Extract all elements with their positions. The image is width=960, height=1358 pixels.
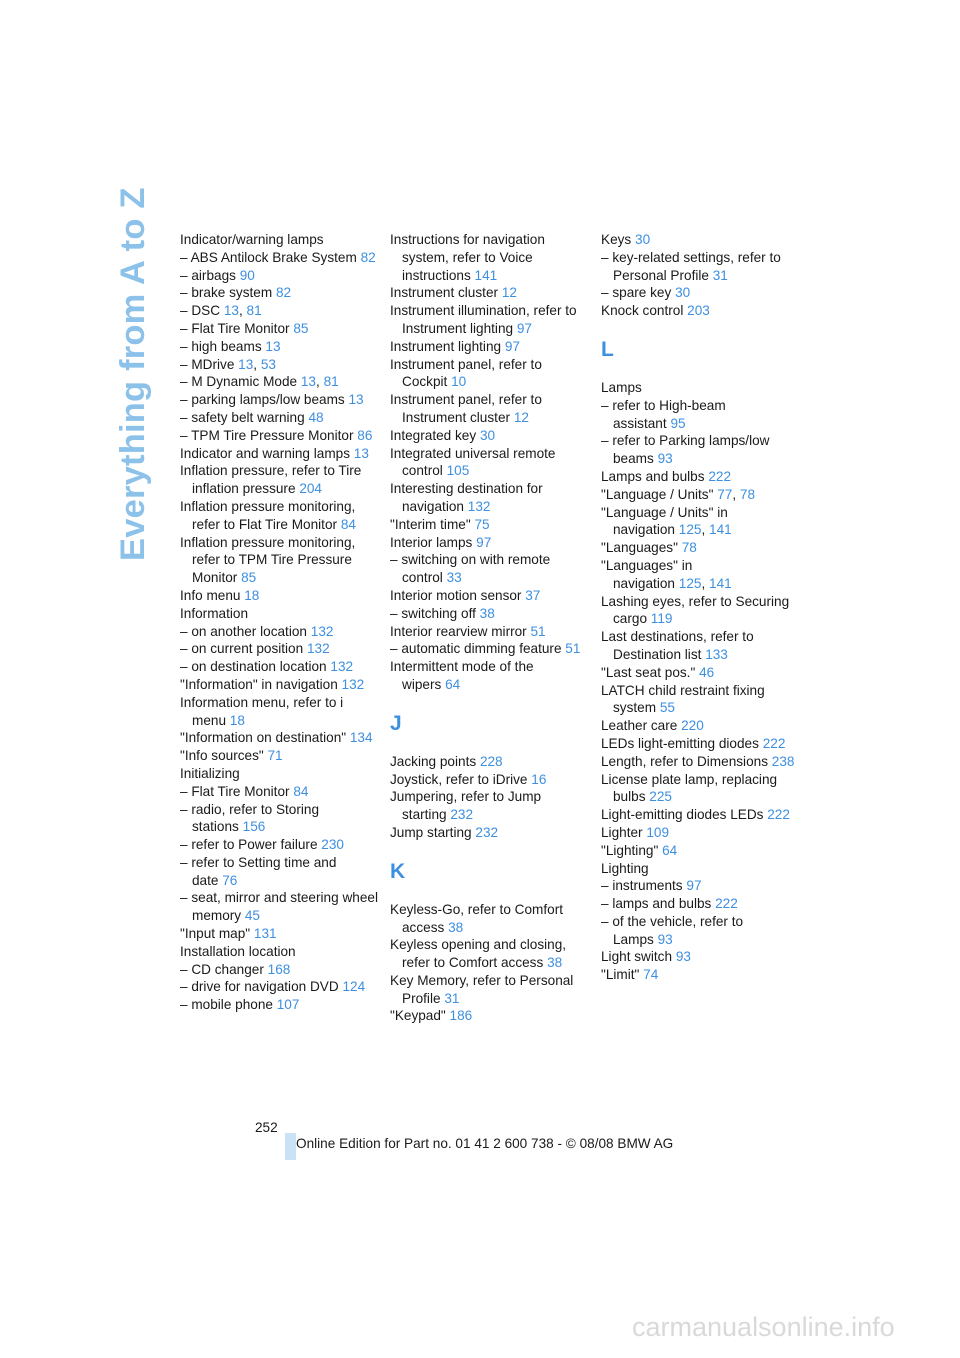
index-entry-text: Jump starting xyxy=(390,824,472,840)
page-reference-link[interactable]: 13 xyxy=(353,445,369,461)
index-entry-text: – brake system xyxy=(180,285,273,301)
index-entry-text: – DSC xyxy=(180,303,221,319)
page-reference-link[interactable]: 222 xyxy=(762,735,786,751)
index-entry-text: – automatic dimming feature xyxy=(390,641,562,657)
index-entry xyxy=(180,249,380,267)
index-entry xyxy=(601,913,801,949)
page-reference-link[interactable]: 31 xyxy=(444,990,460,1006)
page-reference-link[interactable]: 156 xyxy=(242,819,266,835)
index-entry xyxy=(601,231,801,249)
page-reference-link[interactable]: 86 xyxy=(357,427,373,443)
page-reference-link[interactable]: 13 xyxy=(348,392,364,408)
index-entry xyxy=(601,628,801,664)
index-entry-text: – Flat Tire Monitor xyxy=(180,320,290,336)
page-reference-link[interactable]: 55 xyxy=(659,700,675,716)
index-entry xyxy=(180,854,380,890)
index-entry xyxy=(180,284,380,302)
index-entry xyxy=(601,539,801,557)
index-entry-text: Lamps xyxy=(601,379,642,395)
index-entry xyxy=(601,860,801,878)
index-entry-text: Integrated universal remote control xyxy=(390,445,556,479)
page-reference-link[interactable]: 75 xyxy=(474,516,490,532)
index-entry xyxy=(180,445,380,463)
page-reference-link[interactable]: 76 xyxy=(222,872,238,888)
index-entry xyxy=(601,302,801,320)
index-entry-text: – MDrive xyxy=(180,356,235,372)
page-reference-link[interactable]: 132 xyxy=(306,641,330,657)
index-entry xyxy=(601,397,801,433)
index-entry-text: – seat, mirror and steering wheel memory xyxy=(180,890,378,924)
index-entry-text: – airbags xyxy=(180,267,236,283)
index-entry xyxy=(180,427,380,445)
index-column-3 xyxy=(601,231,801,984)
index-entry xyxy=(390,623,590,641)
page-reference-link[interactable]: 45 xyxy=(244,908,260,924)
index-entry-text: Knock control xyxy=(601,303,684,319)
index-entry-text: "Last seat pos." xyxy=(601,664,696,680)
index-entry-text: – drive for navigation DVD xyxy=(180,979,339,995)
page-reference-link[interactable]: 232 xyxy=(450,807,474,823)
index-entry xyxy=(180,391,380,409)
page-reference-link[interactable]: 51 xyxy=(565,641,581,657)
page-reference-link[interactable]: 13 xyxy=(300,374,316,390)
page-reference-link[interactable]: 53 xyxy=(260,356,276,372)
page-reference-link[interactable]: 13 xyxy=(265,338,281,354)
index-entry-text: – spare key xyxy=(601,285,672,301)
index-entry xyxy=(180,320,380,338)
index-entry-text: Instructions for navigation system, refer to Voice instructions xyxy=(390,232,545,283)
index-entry-text: Info menu xyxy=(180,587,241,603)
index-entry xyxy=(180,729,380,747)
page-reference-link[interactable]: 109 xyxy=(646,824,670,840)
index-entry xyxy=(390,356,590,392)
index-entry xyxy=(601,379,801,397)
page-reference-link[interactable]: 125 xyxy=(678,575,702,591)
index-entry xyxy=(601,249,801,285)
footer-edition-text: Online Edition for Part no. 01 41 2 600 738 - © 08/08 BMW AG xyxy=(296,1136,674,1151)
index-entry: "Language / Units" 77, 78 xyxy=(601,486,756,502)
index-entry-text: Indicator and warning lamps xyxy=(180,445,351,461)
page-reference-link[interactable]: 85 xyxy=(293,320,309,336)
index-entry-text: – safety belt warning xyxy=(180,409,305,425)
page-reference-link[interactable]: 37 xyxy=(525,587,541,603)
index-entry-text: Interior motion sensor xyxy=(390,587,522,603)
page-reference-link[interactable]: 119 xyxy=(650,611,673,627)
index-entry-text: Last destinations, refer to Destination list xyxy=(601,629,754,662)
index-entry-text: Instrument panel, refer to Instrument cluster xyxy=(390,392,542,425)
page-reference-link[interactable]: 18 xyxy=(229,712,245,728)
index-entry xyxy=(390,391,590,427)
index-entry xyxy=(390,1007,590,1025)
page-reference-link[interactable]: 220 xyxy=(681,718,704,734)
index-entry: "Languages" in navigation 125, 141 xyxy=(601,557,732,591)
index-entry xyxy=(601,735,801,753)
page-reference-link[interactable]: 85 xyxy=(241,570,257,586)
page-reference-link[interactable]: 134 xyxy=(349,730,373,746)
watermark: carmanualsonline.info xyxy=(632,1312,895,1342)
page-reference-link[interactable]: 97 xyxy=(476,534,492,550)
page-reference-link[interactable]: 230 xyxy=(321,837,344,853)
index-entry xyxy=(180,498,380,534)
page-reference-link[interactable]: 12 xyxy=(501,285,517,301)
index-entry-text: "Input map" xyxy=(180,926,251,942)
page-reference-link[interactable]: 77 xyxy=(717,486,733,502)
page-reference-link[interactable]: 107 xyxy=(276,997,300,1013)
index-entry: "Language / Units" in navigation 125, 141 xyxy=(601,504,732,538)
index-entry xyxy=(601,284,801,302)
index-entry-text: – switching off xyxy=(390,605,476,621)
page-reference-link[interactable]: 125 xyxy=(678,522,702,538)
index-entry-text: Lighter xyxy=(601,824,643,840)
index-entry-text: – switching on with remote control xyxy=(390,552,551,586)
index-entry xyxy=(180,747,380,765)
index-entry-text: Information menu, refer to i menu xyxy=(180,694,344,728)
index-entry xyxy=(180,996,380,1014)
index-entry-text: – on another location xyxy=(180,623,307,639)
index-entry-text: Lamps and bulbs xyxy=(601,468,705,484)
page-reference-link[interactable]: 97 xyxy=(686,878,702,894)
index-entry xyxy=(601,842,801,860)
index-entry-text: – on destination location xyxy=(180,659,327,675)
index-entry xyxy=(601,948,801,966)
index-entry xyxy=(180,783,380,801)
page-reference-link[interactable]: 30 xyxy=(635,232,651,247)
index-entry-text: – of the vehicle, refer to Lamps xyxy=(601,913,744,947)
index-entry-text: – refer to Setting time and date xyxy=(180,854,337,888)
page-reference-link[interactable]: 30 xyxy=(675,285,691,301)
index-entry xyxy=(601,468,801,486)
page-reference-link[interactable]: 232 xyxy=(475,824,499,840)
page-reference-link[interactable]: 33 xyxy=(446,570,462,586)
page-reference-link[interactable]: 93 xyxy=(675,949,691,965)
index-entry-text: Integrated key xyxy=(390,427,477,443)
index-entry-text: "Information" in navigation xyxy=(180,676,338,692)
index-entry-text: Instrument panel, refer to Cockpit xyxy=(390,356,542,390)
page-reference-link[interactable]: 10 xyxy=(451,374,467,390)
index-entry xyxy=(390,284,590,302)
page-reference-link[interactable]: 93 xyxy=(657,931,673,947)
index-entry xyxy=(180,658,380,676)
index-entry xyxy=(390,427,590,445)
index-entry xyxy=(390,534,590,552)
page-reference-link[interactable]: 64 xyxy=(662,842,678,858)
index-entry xyxy=(180,534,380,587)
index-entry xyxy=(601,824,801,842)
index-entry xyxy=(180,765,380,783)
index-entry-text: Joystick, refer to iDrive xyxy=(390,771,528,787)
page-reference-link[interactable]: 105 xyxy=(446,463,470,479)
page-reference-link[interactable]: 97 xyxy=(504,338,520,354)
page-reference-link[interactable]: 95 xyxy=(670,415,686,431)
page-reference-link[interactable]: 141 xyxy=(474,267,498,283)
index-entry xyxy=(601,966,801,984)
page-reference-link[interactable]: 48 xyxy=(308,409,324,425)
index-entry xyxy=(390,658,590,694)
index-entry-text: "Language / Units" in navigation xyxy=(601,504,728,538)
index-entry-text: – mobile phone xyxy=(180,997,273,1013)
page-reference-link[interactable]: 46 xyxy=(699,664,715,680)
page-reference-link[interactable]: 132 xyxy=(341,676,365,692)
index-entry xyxy=(390,231,590,284)
index-entry-text: – ABS Antilock Brake System xyxy=(180,249,357,265)
index-entry xyxy=(180,694,380,730)
index-entry-text: Lighting xyxy=(601,860,649,876)
index-entry xyxy=(180,836,380,854)
page-reference-link[interactable]: 141 xyxy=(709,575,732,591)
index-entry xyxy=(390,972,590,1008)
index-entry-text: Light switch xyxy=(601,949,673,965)
index-entry xyxy=(390,480,590,516)
page-reference-link[interactable]: 38 xyxy=(547,955,563,971)
index-entry xyxy=(180,605,380,623)
index-entry xyxy=(390,824,590,842)
index-entry-text: Length, refer to Dimensions xyxy=(601,753,768,769)
index-column-1 xyxy=(180,231,380,1014)
index-entry-text: Inflation pressure monitoring, refer to TPM Tire Pressure Monitor xyxy=(180,534,356,586)
index-entry xyxy=(180,889,380,925)
index-entry-text: Interior rearview mirror xyxy=(390,623,527,639)
page-reference-link[interactable]: 13 xyxy=(223,303,239,319)
index-letter-heading: L xyxy=(601,337,614,361)
index-entry-text: Intermittent mode of the wipers xyxy=(390,659,534,692)
index-entry-text: "Lighting" xyxy=(601,842,659,858)
index-entry-text: – TPM Tire Pressure Monitor xyxy=(180,427,354,443)
page-reference-link[interactable]: 186 xyxy=(449,1008,473,1024)
page-reference-link[interactable]: 64 xyxy=(445,676,461,692)
page-reference-link[interactable]: 38 xyxy=(448,919,464,935)
index-entry xyxy=(180,925,380,943)
page-reference-link[interactable]: 78 xyxy=(681,540,697,556)
page-reference-link[interactable]: 132 xyxy=(310,623,334,639)
index-entry-text: – refer to High-beam assistant xyxy=(601,397,726,431)
page-reference-link[interactable]: 84 xyxy=(293,783,309,799)
index-entry xyxy=(180,409,380,427)
index-entry xyxy=(601,753,801,771)
index-entry xyxy=(180,267,380,285)
page-reference-link[interactable]: 222 xyxy=(715,896,738,912)
page-reference-link[interactable]: 30 xyxy=(479,427,496,443)
index-entry-text: – CD changer xyxy=(180,961,264,977)
index-entry-text: Key Memory, refer to Personal Profile xyxy=(390,972,574,1006)
index-entry-text: LATCH child restraint fixing system xyxy=(601,682,765,716)
index-entry xyxy=(180,338,380,356)
index-entry-text: – parking lamps/low beams xyxy=(180,392,345,408)
index-entry-text: "Limit" xyxy=(601,967,640,983)
page-reference-link[interactable]: 238 xyxy=(771,753,795,769)
index-entry xyxy=(601,682,801,718)
footer-accent-bar xyxy=(285,1133,296,1160)
index-entry xyxy=(601,717,801,735)
index-entry-text: Leather care xyxy=(601,718,678,734)
index-entry xyxy=(180,961,380,979)
index-entry xyxy=(180,640,380,658)
index-entry-text: Initializing xyxy=(180,765,240,781)
index-entry xyxy=(601,806,801,824)
page-number: 252 xyxy=(255,1120,278,1135)
page-reference-link[interactable]: 132 xyxy=(330,659,354,675)
section-sidebar-title xyxy=(112,187,154,561)
index-entry xyxy=(180,801,380,837)
index-entry xyxy=(390,901,590,937)
page-reference-link[interactable]: 16 xyxy=(531,771,547,787)
sidebar-title-text: Everything from A to Z xyxy=(114,187,152,561)
index-column-2 xyxy=(390,231,590,1025)
index-entry-text: – refer to Power failure xyxy=(180,837,318,853)
index-entry-text: Keyless-Go, refer to Comfort access xyxy=(390,901,563,935)
page-reference-link[interactable]: 132 xyxy=(467,498,491,514)
index-entry-text: "Languages" xyxy=(601,540,678,556)
index-entry-text: Light-emitting diodes LEDs xyxy=(601,807,764,823)
page-reference-link[interactable]: 225 xyxy=(649,789,672,805)
index-entry: – DSC 13, 81 xyxy=(180,303,262,319)
index-letter-heading: K xyxy=(390,859,406,883)
index-entry-text: Interior lamps xyxy=(390,534,473,550)
index-entry xyxy=(601,593,801,629)
page-reference-link[interactable]: 18 xyxy=(244,587,260,603)
index-entry xyxy=(390,587,590,605)
page-reference-link[interactable]: 51 xyxy=(530,623,546,639)
index-entry-text: – M Dynamic Mode xyxy=(180,374,298,390)
index-entry-text: Jacking points xyxy=(390,753,477,769)
index-entry-text: – instruments xyxy=(601,878,683,894)
index-entry xyxy=(180,676,380,694)
index-entry-text: – Flat Tire Monitor xyxy=(180,783,290,799)
page-reference-link[interactable]: 203 xyxy=(687,303,710,319)
index-entry xyxy=(390,771,590,789)
index-entry xyxy=(390,788,590,824)
page-reference-link[interactable]: 133 xyxy=(705,646,728,662)
index-entry xyxy=(390,338,590,356)
index-entry-text: Inflation pressure, refer to Tire inflation pressure xyxy=(180,463,362,497)
index-entry-text: "Keypad" xyxy=(390,1008,446,1024)
index-entry xyxy=(390,936,590,972)
index-entry xyxy=(180,587,380,605)
page-reference-link[interactable]: 82 xyxy=(360,249,376,265)
index-entry xyxy=(601,877,801,895)
index-entry-text: Keyless opening and closing, refer to Comfort access xyxy=(390,937,567,971)
index-entry-text: Indicator/warning lamps xyxy=(180,232,324,247)
index-letter-heading: J xyxy=(390,711,402,735)
index-entry xyxy=(601,771,801,807)
page-reference-link[interactable]: 38 xyxy=(479,605,495,621)
index-entry-text: "Languages" in navigation xyxy=(601,557,693,591)
index-entry: – M Dynamic Mode 13, 81 xyxy=(180,374,339,390)
index-entry-text: Instrument lighting xyxy=(390,338,502,354)
page-reference-link[interactable]: 222 xyxy=(708,468,732,484)
index-entry xyxy=(180,943,380,961)
index-entry xyxy=(180,462,380,498)
index-entry xyxy=(601,895,801,913)
page-reference-link[interactable]: 74 xyxy=(643,967,659,983)
index-entry-text: – high beams xyxy=(180,338,262,354)
index-entry xyxy=(180,978,380,996)
page-reference-link[interactable]: 97 xyxy=(516,320,532,336)
index-entry-text: – key-related settings, refer to Personal Profile xyxy=(601,249,781,283)
index-entry xyxy=(390,605,590,623)
page-reference-link[interactable]: 228 xyxy=(479,753,503,769)
index-entry xyxy=(180,623,380,641)
page-reference-link[interactable]: 141 xyxy=(709,522,732,538)
page-reference-link[interactable]: 81 xyxy=(323,374,339,390)
index-entry-text: Lashing eyes, refer to Securing cargo xyxy=(601,593,790,627)
index-entry-text: "Information on destination" xyxy=(180,730,347,746)
index-entry-text: "Info sources" xyxy=(180,748,264,764)
index-entry xyxy=(390,753,590,771)
index-entry-text: – radio, refer to Storing stations xyxy=(180,801,320,835)
page-reference-link[interactable]: 78 xyxy=(739,486,756,502)
page-reference-link[interactable]: 71 xyxy=(267,748,283,764)
index-entry: – MDrive 13, 53 xyxy=(180,356,276,372)
index-entry xyxy=(390,302,590,338)
index-entry-text: Instrument illumination, refer to Instrument lighting xyxy=(390,303,577,336)
index-entry-text: Jumpering, refer to Jump starting xyxy=(390,789,542,823)
index-entry-text: Interesting destination for navigation xyxy=(390,481,543,514)
page-reference-link[interactable]: 81 xyxy=(246,303,262,319)
index-entry-text: Instrument cluster xyxy=(390,285,499,301)
index-entry-text: Inflation pressure monitoring, refer to Flat Tire Monitor xyxy=(180,498,356,532)
page-reference-link[interactable]: 204 xyxy=(299,481,322,497)
index-entry-text: LEDs light-emitting diodes xyxy=(601,735,759,751)
page-reference-link[interactable]: 12 xyxy=(513,409,529,425)
index-entry xyxy=(390,516,590,534)
page-reference-link[interactable]: 168 xyxy=(267,961,291,977)
page-reference-link[interactable]: 82 xyxy=(275,285,292,301)
index-entry-text: Keys xyxy=(601,232,632,247)
index-entry-text: – lamps and bulbs xyxy=(601,896,712,912)
index-entry-text: – refer to Parking lamps/low beams xyxy=(601,433,770,467)
index-entry xyxy=(390,551,590,587)
page-reference-link[interactable]: 222 xyxy=(767,807,790,823)
index-entry-text: – on current position xyxy=(180,641,304,657)
page-reference-link[interactable]: 124 xyxy=(342,979,366,995)
page-reference-link[interactable]: 84 xyxy=(340,516,356,532)
page-reference-link[interactable]: 93 xyxy=(657,451,673,467)
index-entry-text: License plate lamp, replacing bulbs xyxy=(601,771,778,805)
index-entry-text: Installation location xyxy=(180,943,296,959)
index-entry xyxy=(601,432,801,468)
index-entry xyxy=(180,231,380,249)
index-entry-text: "Interim time" xyxy=(390,516,471,532)
page-reference-link[interactable]: 131 xyxy=(253,926,277,942)
page-reference-link[interactable]: 90 xyxy=(239,267,255,283)
index-entry xyxy=(390,640,590,658)
index-entry-text: "Language / Units" xyxy=(601,486,714,502)
index-entry xyxy=(601,664,801,682)
page-reference-link[interactable]: 13 xyxy=(238,356,254,372)
index-entry-text: Information xyxy=(180,605,249,621)
index-entry xyxy=(390,445,590,481)
page-reference-link[interactable]: 31 xyxy=(712,267,728,283)
